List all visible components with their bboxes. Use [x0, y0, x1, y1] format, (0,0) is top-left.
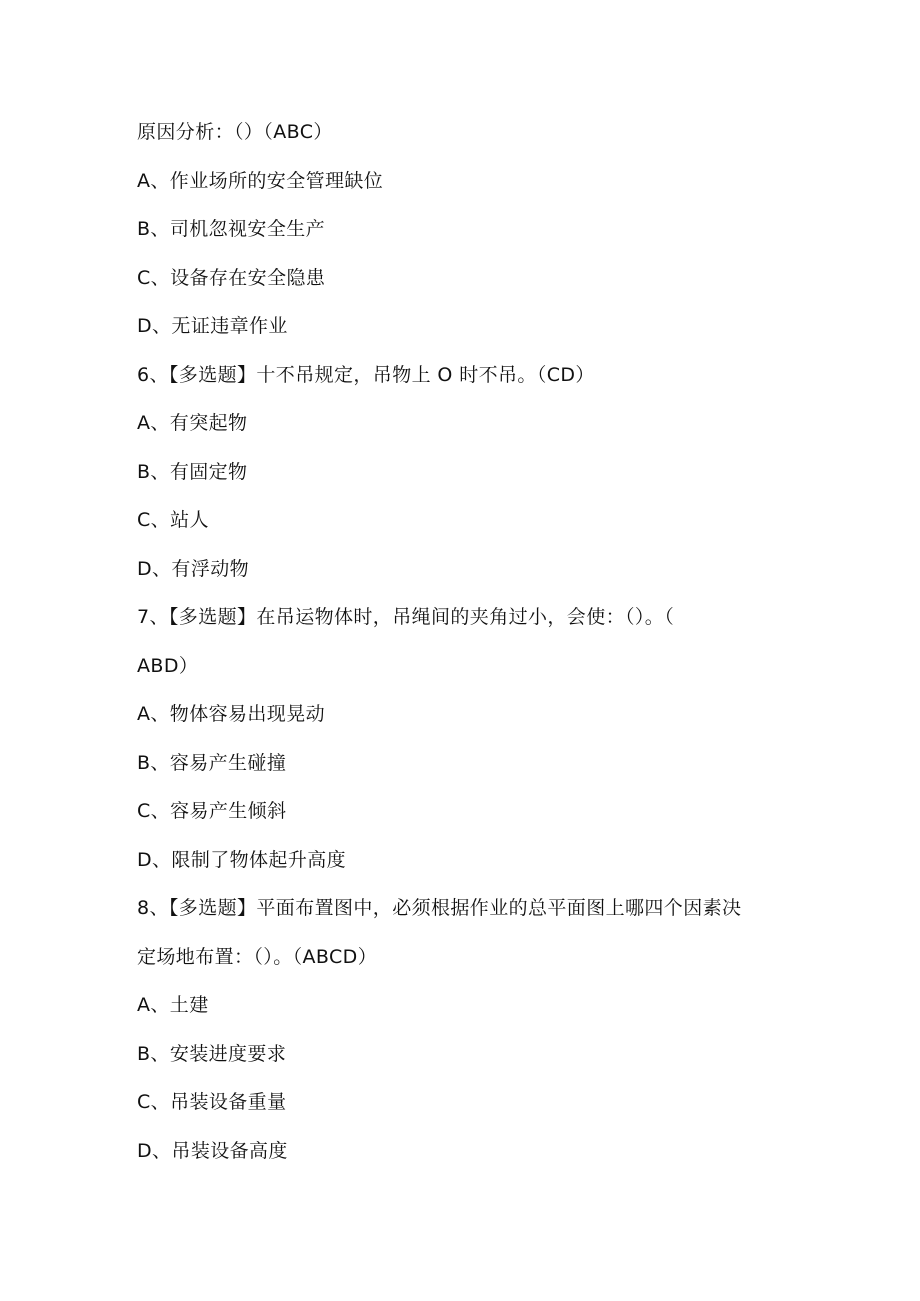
- question-7: 7、【多选题】在吊运物体时，吊绳间的夹角过小，会使：（）。（: [137, 606, 675, 628]
- option-b: B、安装进度要求: [137, 1042, 287, 1065]
- option-b: B、有固定物: [137, 460, 248, 483]
- option-d: D、无证违章作业: [137, 315, 288, 337]
- option-b: B、容易产生碰撞: [137, 751, 287, 774]
- option-c: C、容易产生倾斜: [137, 800, 287, 822]
- option-a: A、有突起物: [137, 412, 248, 434]
- option-c: C、设备存在安全隐患: [137, 266, 326, 289]
- option-a: A、物体容易出现晃动: [137, 703, 325, 725]
- question-text: 原因分析：（）（ABC）: [137, 121, 333, 143]
- option-d: D、限制了物体起升高度: [137, 848, 347, 871]
- option-b: B、司机忽视安全生产: [137, 218, 326, 240]
- option-a: A、作业场所的安全管理缺位: [137, 169, 384, 192]
- option-c: C、站人: [137, 509, 209, 531]
- option-d: D、吊装设备高度: [137, 1139, 288, 1162]
- document-body: [137, 112, 797, 1179]
- question-7-continued: ABD）: [137, 654, 199, 677]
- question-6: 6、【多选题】十不吊规定，吊物上 O 时不吊。（CD）: [137, 363, 595, 386]
- question-8-continued: 定场地布置：（）。（ABCD）: [137, 945, 378, 968]
- option-d: D、有浮动物: [137, 557, 250, 580]
- option-c: C、吊装设备重量: [137, 1091, 287, 1113]
- question-8: 8、【多选题】平面布置图中，必须根据作业的总平面图上哪四个因素决: [137, 897, 742, 919]
- option-a: A、土建: [137, 994, 209, 1016]
